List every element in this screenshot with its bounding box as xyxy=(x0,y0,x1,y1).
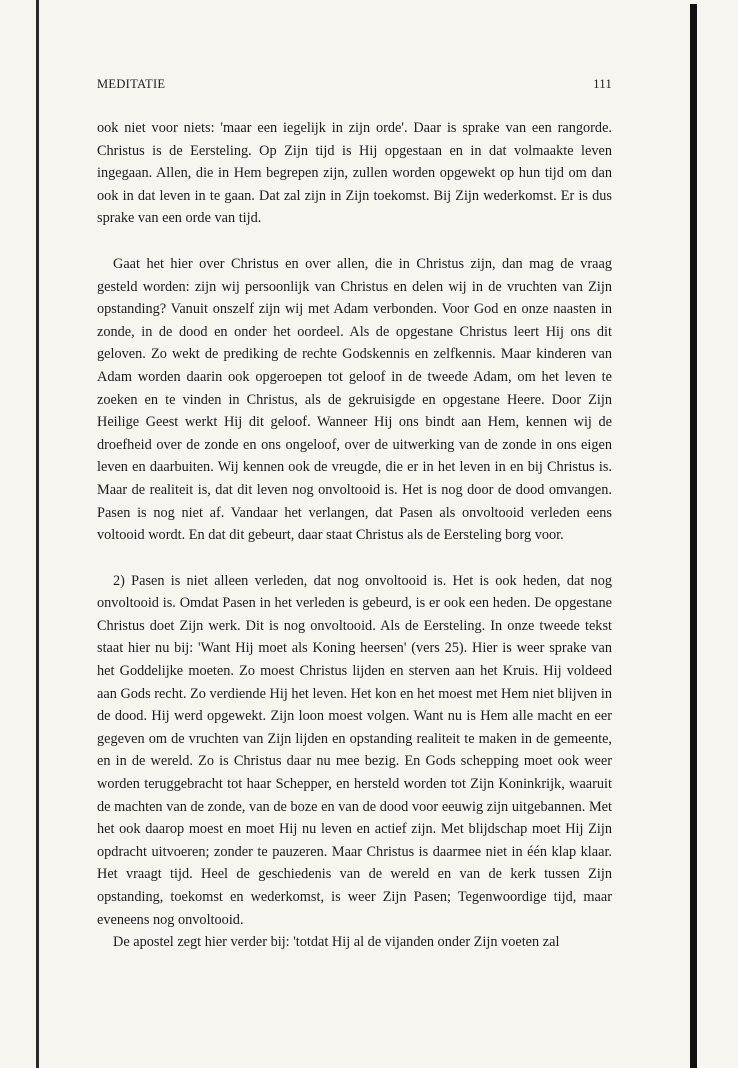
left-page-edge xyxy=(36,0,39,1068)
paragraph: De apostel zegt hier verder bij: 'totdat Hij al de vijanden onder Zijn voeten zal xyxy=(113,934,560,951)
body-text xyxy=(97,117,612,954)
paragraph: 2) Pasen is niet alleen verleden, dat nog onvoltooid is. Het is ook heden, dat nog onvoltooid is. Omdat Pasen in het verleden is gebeurd, is er ook een heden. De opgestane Christus doet Zijn werk. Dit is nog onvoltooid. Als de Eersteling. In onze tweede tekst staat hier nu bij: 'Want Hij moet als Koning heersen' (vers 25). Hier is weer sprake van het Goddelijke moeten. Zo moest Christus lijden en sterven aan het Kruis. Hij voldeed aan Gods recht. Zo verdiende Hij het leven. Het kon en het moest met Hem niet blijven in de dood. Hij werd opgewekt. Zijn loon moest volgen. Want nu is Hem alle macht en eer gegeven om de vruchten van Zijn lijden en opstanding realiteit te maken in de gemeente, en in de wereld. Zo is Christus daar nu mee bezig. En Gods schepping moet ook weer worden teruggebracht tot haar Schepper, en hersteld worden tot Zijn Koninkrijk, waaruit de machten van de zonde, van de boze en van de dood voor eeuwig zijn uitgebannen. Met het ook daarop moest en moet Hij nu leven en actief zijn. Met blijdschap moet Hij Zijn opdracht uitvoeren; zonder te pauzeren. Maar Christus is daarmee niet in één klap klaar. Het vraagt tijd. Heel de geschiedenis van de wereld en van de kerk tussen Zijn opstanding, toekomst en wederkomst, is weer Zijn Pasen; Tegenwoordige tijd, maar eveneens nog onvoltooid. xyxy=(97,572,612,928)
paragraph: Gaat het hier over Christus en over allen, die in Christus zijn, dan mag de vraag gesteld worden: zijn wij persoonlijk van Christus en delen wij in de vruchten van Zijn opstanding? Vanuit onszelf zijn wij met Adam verbonden. Voor God en onze naasten in zonde, in de dood en onder het oordeel. Als de opgestane Christus leert Hij ons dit geloven. Zo wekt de prediking de rechte Godskennis en zelfkennis. Maar kinderen van Adam worden daarin ook opgeroepen tot geloof in de tweede Adam, om het leven te zoeken en te vinden in Christus, als de gekruisigde en opgestane Heere. Door Zijn Heilige Geest werkt Hij dit geloof. Wanneer Hij ons bindt aan Hem, kennen wij de droefheid over de zonde en ons ongeloof, over de uitwerking van de zonde in ons eigen leven en daarbuiten. Wij kennen ook de vreugde, die er in het leven in en bij Christus is. Maar de realiteit is, dat dit leven nog onvoltooid is. Het is nog door de dood omvangen. Pasen is nog niet af. Vandaar het verlangen, dat Pasen als onvoltooid verleden eens voltooid wordt. En dat dit gebeurt, daar staat Christus als de Eersteling borg voor. xyxy=(97,255,612,544)
running-title: MEDITATIE xyxy=(97,77,166,91)
page-header xyxy=(97,77,612,97)
paragraph-continuation: ook niet voor niets: 'maar een iegelijk in zijn orde'. Daar is sprake van een rangorde. Christus is de Eersteling. Op Zijn tijd is Hij opgestaan en in dat volmaakte leven ingegaan. Allen, die in Hem begrepen zijn, zullen worden opgewekt op hun tijd om dan ook in dat leven in te gaan. Dat zal zijn in Zijn toekomst. Bij Zijn wederkomst. Er is dus sprake van een orde van tijd. xyxy=(97,120,612,227)
right-page-edge xyxy=(690,4,697,1068)
page-number: 111 xyxy=(593,77,612,91)
